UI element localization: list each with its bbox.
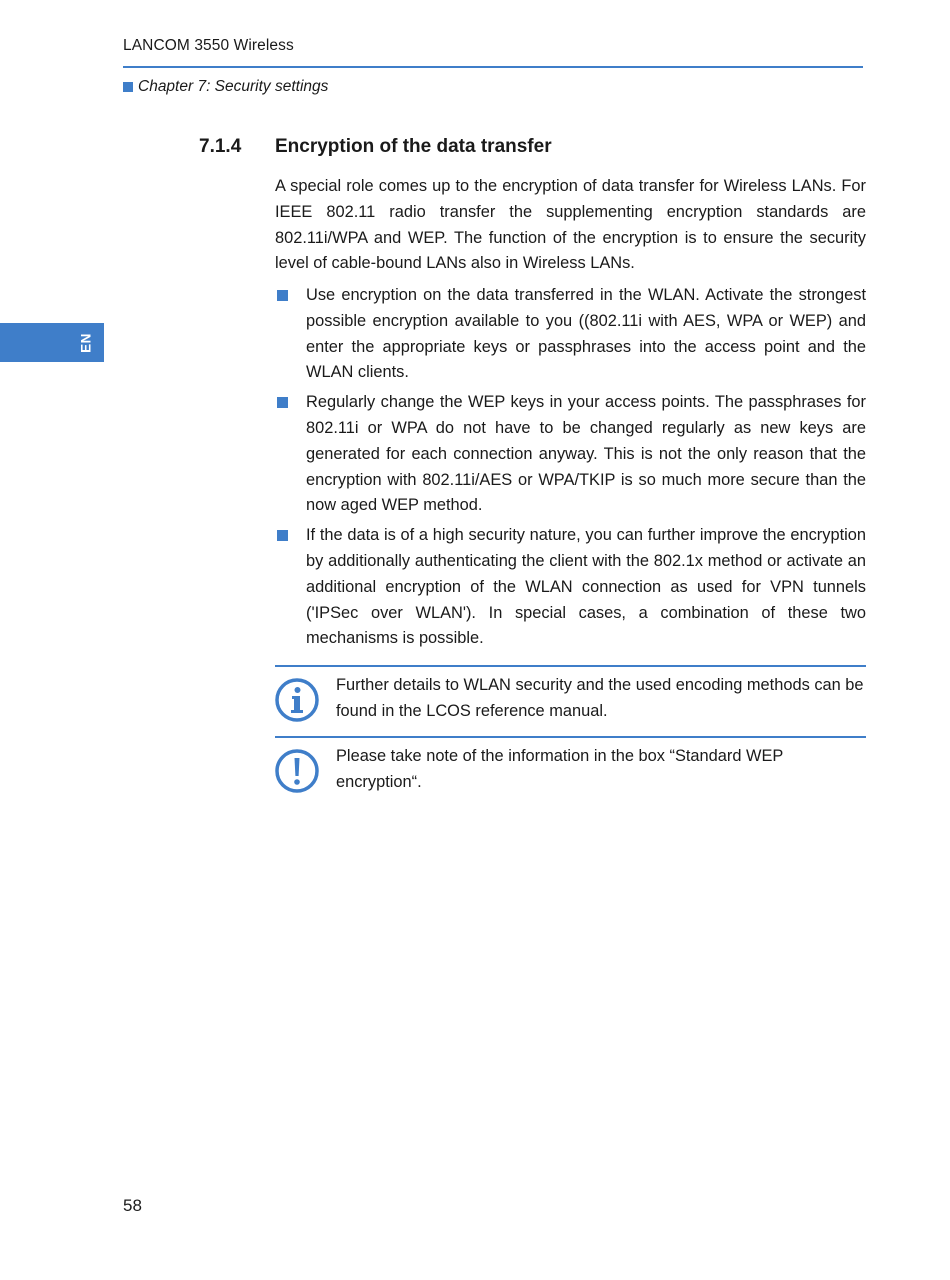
recommendation-list xyxy=(275,283,866,656)
square-bullet-icon xyxy=(277,290,288,301)
list-item xyxy=(275,390,866,519)
chapter-label: Chapter 7: Security settings xyxy=(138,78,329,95)
info-note-text: Further details to WLAN security and the used encoding methods can be found in the LCOS reference manual. xyxy=(336,676,864,720)
language-tab xyxy=(0,323,104,362)
square-bullet-icon xyxy=(277,397,288,408)
list-item-text: Regularly change the WEP keys in your access points. The passphrases for 802.11i or WPA do not have to be changed regularly as new keys are generated for each connection anyway. This is not the only reason that the encryption with 802.11i/AES or WPA/TKIP is so much more secure than the now aged WEP method. xyxy=(306,393,866,515)
list-item-text: If the data is of a high security nature, you can further improve the encryption by additionally authenticating the client with the 802.1x method or activate an additional encryption of the WLAN connection as used for VPN tunnels ('IPSec over WLAN'). In special cases, a combination of these two mechanisms is possible. xyxy=(306,526,866,648)
section-number: 7.1.4 xyxy=(199,136,242,157)
list-item-text: Use encryption on the data transferred in the WLAN. Activate the strongest possible encryption available to you ((802.11i with AES, WPA or WEP) and enter the appropriate keys or passphrases into the access point and the WLAN clients. xyxy=(306,286,866,382)
language-tab-label: EN xyxy=(78,332,94,353)
info-note xyxy=(275,665,866,735)
exclamation-icon xyxy=(275,749,319,793)
header-divider xyxy=(123,66,863,68)
warning-note xyxy=(275,736,866,804)
document-header-title: LANCOM 3550 Wireless xyxy=(123,37,294,54)
square-bullet-icon xyxy=(277,530,288,541)
info-icon xyxy=(275,678,319,722)
section-intro-paragraph: A special role comes up to the encryption of data transfer for Wireless LANs. For IEEE 802.11 radio transfer the supplementing encryption standards are 802.11i/WPA and WEP. The function of the encryption is to ensure the security level of cable-bound LANs also in Wireless LANs. xyxy=(275,177,866,273)
list-item xyxy=(275,523,866,652)
list-item xyxy=(275,283,866,386)
page-number: 58 xyxy=(123,1196,142,1215)
square-bullet-icon xyxy=(123,82,133,92)
warning-note-text: Please take note of the information in the box “Standard WEP encryption“. xyxy=(336,747,784,791)
section-title: Encryption of the data transfer xyxy=(275,136,552,157)
chapter-breadcrumb xyxy=(123,78,328,96)
